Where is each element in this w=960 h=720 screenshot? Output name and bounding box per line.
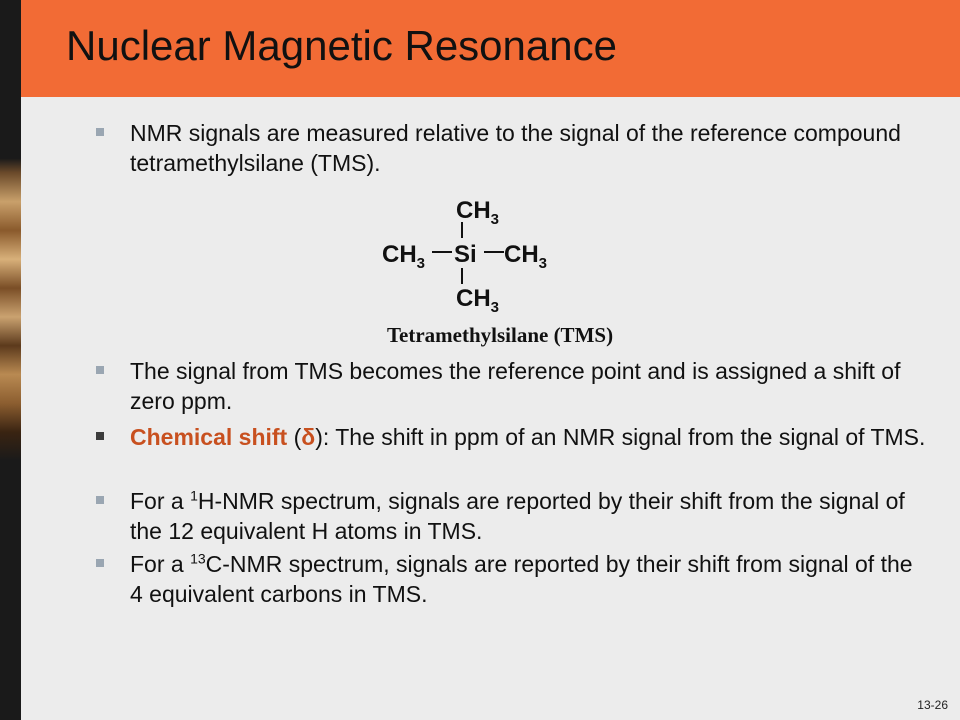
- tms-structure-diagram: [340, 188, 660, 348]
- bottom-methyl-label: $CH_3$: [456, 285, 500, 316]
- structure-caption: Tetramethylsilane (TMS): [386, 323, 614, 347]
- top-methyl-label: $CH_3$: [456, 197, 500, 228]
- bullet-text: The signal from TMS becomes the reference point and is assigned a shift of zero ppm.: [130, 358, 901, 414]
- bullet-text: Chemical shift (δ): The shift in ppm of an NMR signal from the signal of TMS.: [130, 424, 926, 450]
- page-number: 13-26: [917, 698, 948, 712]
- bullet-square-icon: [96, 128, 104, 136]
- right-methyl-label: $CH_3$: [504, 241, 548, 272]
- bullet-text: For a $^{13}$C-NMR spectrum, signals are reported by their shift from signal of the 4 equivalent carbons in TMS.: [130, 550, 913, 607]
- chemical-shift-term: Chemical shift: [130, 424, 288, 450]
- bullet-text: NMR signals are measured relative to the signal of the reference compound tetramethylsilane (TMS).: [130, 120, 901, 176]
- silicon-label: Si: [454, 241, 477, 268]
- bullet-text: For a $^1$H-NMR spectrum, signals are reported by their shift from the signal of the 12 equivalent H atoms in TMS.: [130, 487, 905, 544]
- bullet-square-icon: [96, 366, 104, 374]
- bullet-square-icon: [96, 432, 104, 440]
- slide-title: Nuclear Magnetic Resonance: [66, 22, 617, 69]
- left-methyl-label: $CH_3$: [382, 241, 426, 272]
- bullet-square-icon: [96, 559, 104, 567]
- decorative-side-strip: [0, 0, 21, 720]
- bullet-square-icon: [96, 496, 104, 504]
- delta-symbol: δ: [301, 424, 316, 450]
